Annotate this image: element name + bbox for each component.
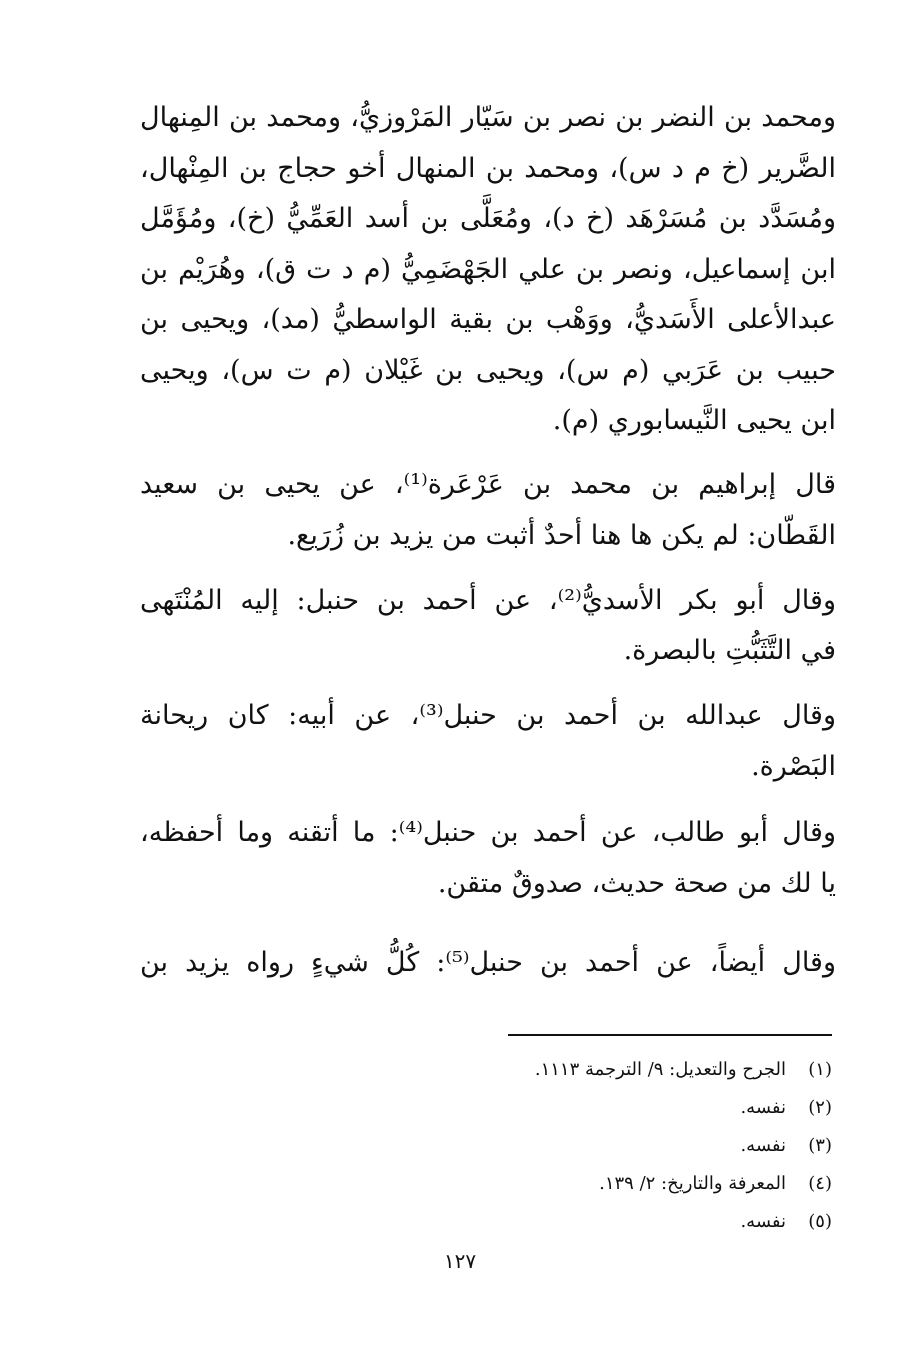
body-line: وقال عبدالله بن أحمد بن حنبل⁽³⁾، عن أبيه: كان ريحانة [140, 700, 836, 731]
footnote-text: نفسه. [740, 1211, 786, 1232]
footnote-text: المعرفة والتاريخ: ٢/ ١٣٩. [599, 1173, 786, 1194]
footnote [740, 1134, 832, 1158]
body-line: الضَّرير (خ م د س)، ومحمد بن المنهال أخو حجاج بن المِنْهال، [140, 153, 836, 184]
body-line: ابن يحيى النَّيسابوري (م). [552, 405, 836, 436]
body-line: ابن إسماعيل، ونصر بن علي الجَهْضَمِيُّ (م د ت ق)، وهُرَيْم بن [140, 254, 836, 285]
footnote-number: (٣) [808, 1135, 832, 1156]
body-line: يا لك من صحة حديث، صدوقٌ متقن. [437, 868, 836, 899]
footnote [599, 1172, 832, 1196]
footnote [740, 1096, 832, 1120]
footnote-text: الجرح والتعديل: ٩/ الترجمة ١١١٣. [534, 1059, 786, 1080]
footnote [740, 1210, 832, 1234]
body-line: قال إبراهيم بن محمد بن عَرْعَرة⁽¹⁾، عن يحيى بن سعيد [140, 469, 836, 500]
body-line: القَطّان: لم يكن ها هنا أحدٌ أثبت من يزيد بن زُرَيع. [287, 520, 836, 551]
footnote-separator [508, 1034, 832, 1036]
footnote-text: نفسه. [740, 1135, 786, 1156]
body-line: وقال أيضاً، عن أحمد بن حنبل⁽⁵⁾: كُلُّ شيءٍ رواه يزيد بن [140, 947, 836, 978]
body-line: عبدالأعلى الأَسَديُّ، ووَهْب بن بقية الواسطيُّ (مد)، ويحيى بن [140, 304, 836, 335]
body-line: وقال أبو بكر الأسديُّ⁽²⁾، عن أحمد بن حنبل: إليه المُنْتَهى [140, 585, 836, 616]
body-line: البَصْرة. [751, 751, 836, 782]
body-line: في التَّثَبُّتِ بالبصرة. [623, 635, 836, 666]
page-number: ١٢٧ [443, 1249, 477, 1273]
footnote-number: (١) [808, 1059, 832, 1080]
body-line: ومحمد بن النضر بن نصر بن سَيّار المَرْوزيُّ، ومحمد بن المِنهال [140, 102, 836, 133]
body-line: حبيب بن عَرَبي (م س)، ويحيى بن غَيْلان (م ت س)، ويحيى [140, 355, 836, 386]
footnote-number: (٤) [808, 1173, 832, 1194]
footnote [535, 1058, 832, 1082]
body-line: ومُسَدَّد بن مُسَرْهَد (خ د)، ومُعَلَّى بن أسد العَمِّيُّ (خ)، ومُؤَمَّل [140, 203, 836, 234]
footnote-number: (٢) [808, 1097, 832, 1118]
footnote-text: نفسه. [740, 1097, 786, 1118]
footnote-number: (٥) [808, 1211, 832, 1232]
body-line: وقال أبو طالب، عن أحمد بن حنبل⁽⁴⁾: ما أتقنه وما أحفظه، [140, 817, 836, 848]
